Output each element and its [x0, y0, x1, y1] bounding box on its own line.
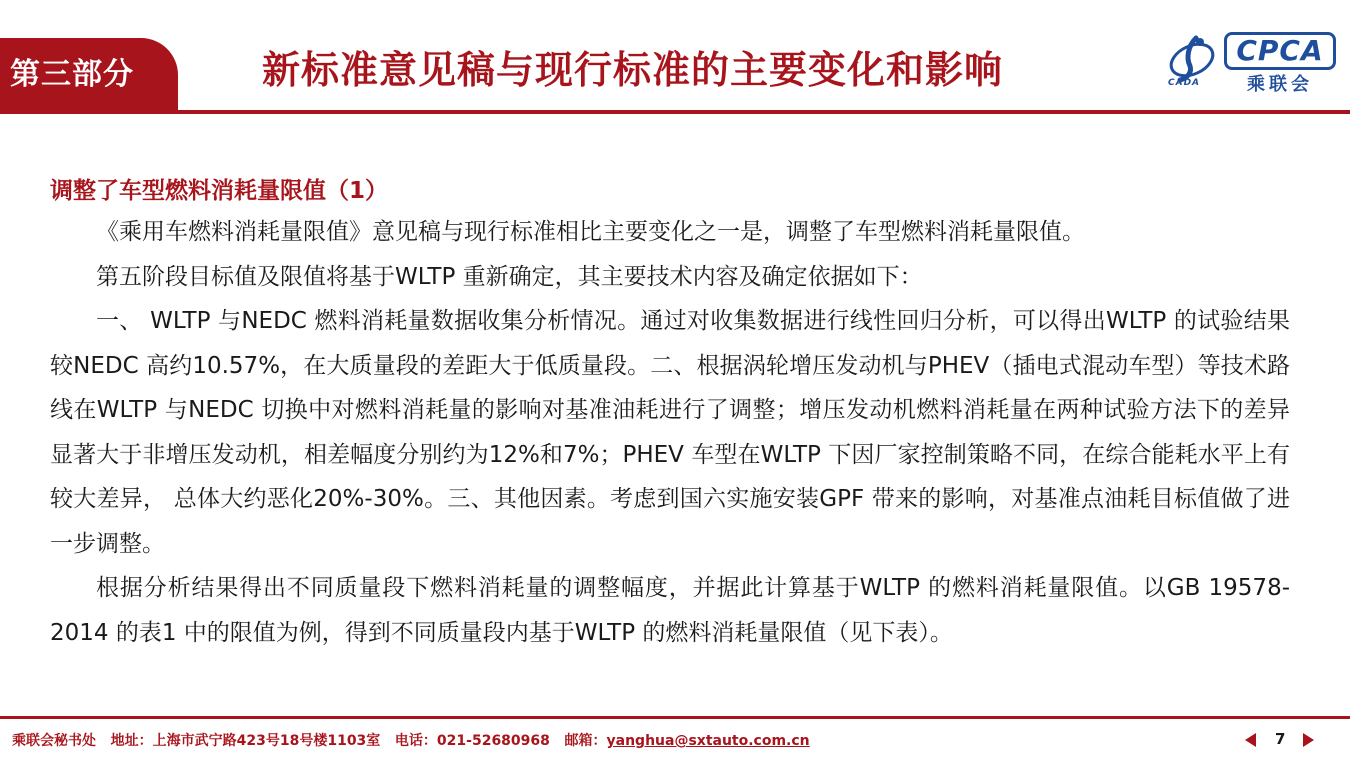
paragraph-1: 《乘用车燃料消耗量限值》意见稿与现行标准相比主要变化之一是，调整了车型燃料消耗量限值。 [96, 219, 1085, 245]
footer-address: 地址：上海市武宁路423号18号楼1103室 [110, 733, 381, 749]
slide-body [50, 172, 1290, 655]
prev-slide-icon[interactable] [1245, 733, 1256, 747]
paragraph-2: 第五阶段目标值及限值将基于WLTP 重新确定，其主要技术内容及确定依据如下： [96, 263, 923, 290]
paragraph-4: 根据分析结果得出不同质量段下燃料消耗量的调整幅度，并据此计算基于WLTP 的燃料消耗量限值。以GB 19578-2014 的表1 中的限值为例，得到不同质量段内基于WLTP 的燃料消耗量限值（见下表）。 [50, 575, 1290, 646]
paragraph-3: 一、 WLTP 与NEDC 燃料消耗量数据收集分析情况。通过对收集数据进行线性回归分析，可以得出WLTP 的试验结果较NEDC 高约10.57%，在大质量段的差距大于低质量段。二、根据涡轮增压发动机与PHEV（插电式混动车型）等技术路线在WLTP 与NEDC 切换中对燃料消耗量的影响对基准油耗进行了调整；增压发动机燃料消耗量在两种试验方法下的差异显著大于非增压发动机，相差幅度分别约为12%和7%；PHEV 车型在WLTP 下因厂家控制策略不同，在综合能耗水平上有较大差异， 总体大约恶化20%-30%。三、其他因素。考虑到国六实施安装GPF 带来的影响，对基准点油耗目标值做了进一步调整。 [50, 308, 1290, 557]
page-number: 7 [1275, 730, 1286, 748]
section-tab: 第三部分 [0, 38, 178, 112]
footer-email-label: 邮箱： [564, 733, 607, 749]
section-subheading: 调整了车型燃料消耗量限值（1） [50, 178, 389, 204]
slide-pager [1245, 728, 1325, 752]
footer-org: 乘联会秘书处 [12, 733, 96, 749]
footer-phone: 电话：021-52680968 [394, 733, 550, 749]
logo-emblem-text: CADA [1168, 78, 1201, 88]
footer-contact [12, 730, 810, 750]
cpca-logo [1166, 32, 1342, 96]
footer-email-link[interactable]: yanghua@sxtauto.com.cn [606, 733, 810, 749]
header-divider [0, 110, 1350, 114]
next-slide-icon[interactable] [1303, 733, 1314, 747]
footer-divider [0, 716, 1350, 719]
logo-brand: CPCA [1224, 32, 1336, 70]
page-title: 新标准意见稿与现行标准的主要变化和影响 [262, 48, 1004, 92]
logo-brand-cn: 乘联会 [1247, 74, 1313, 95]
